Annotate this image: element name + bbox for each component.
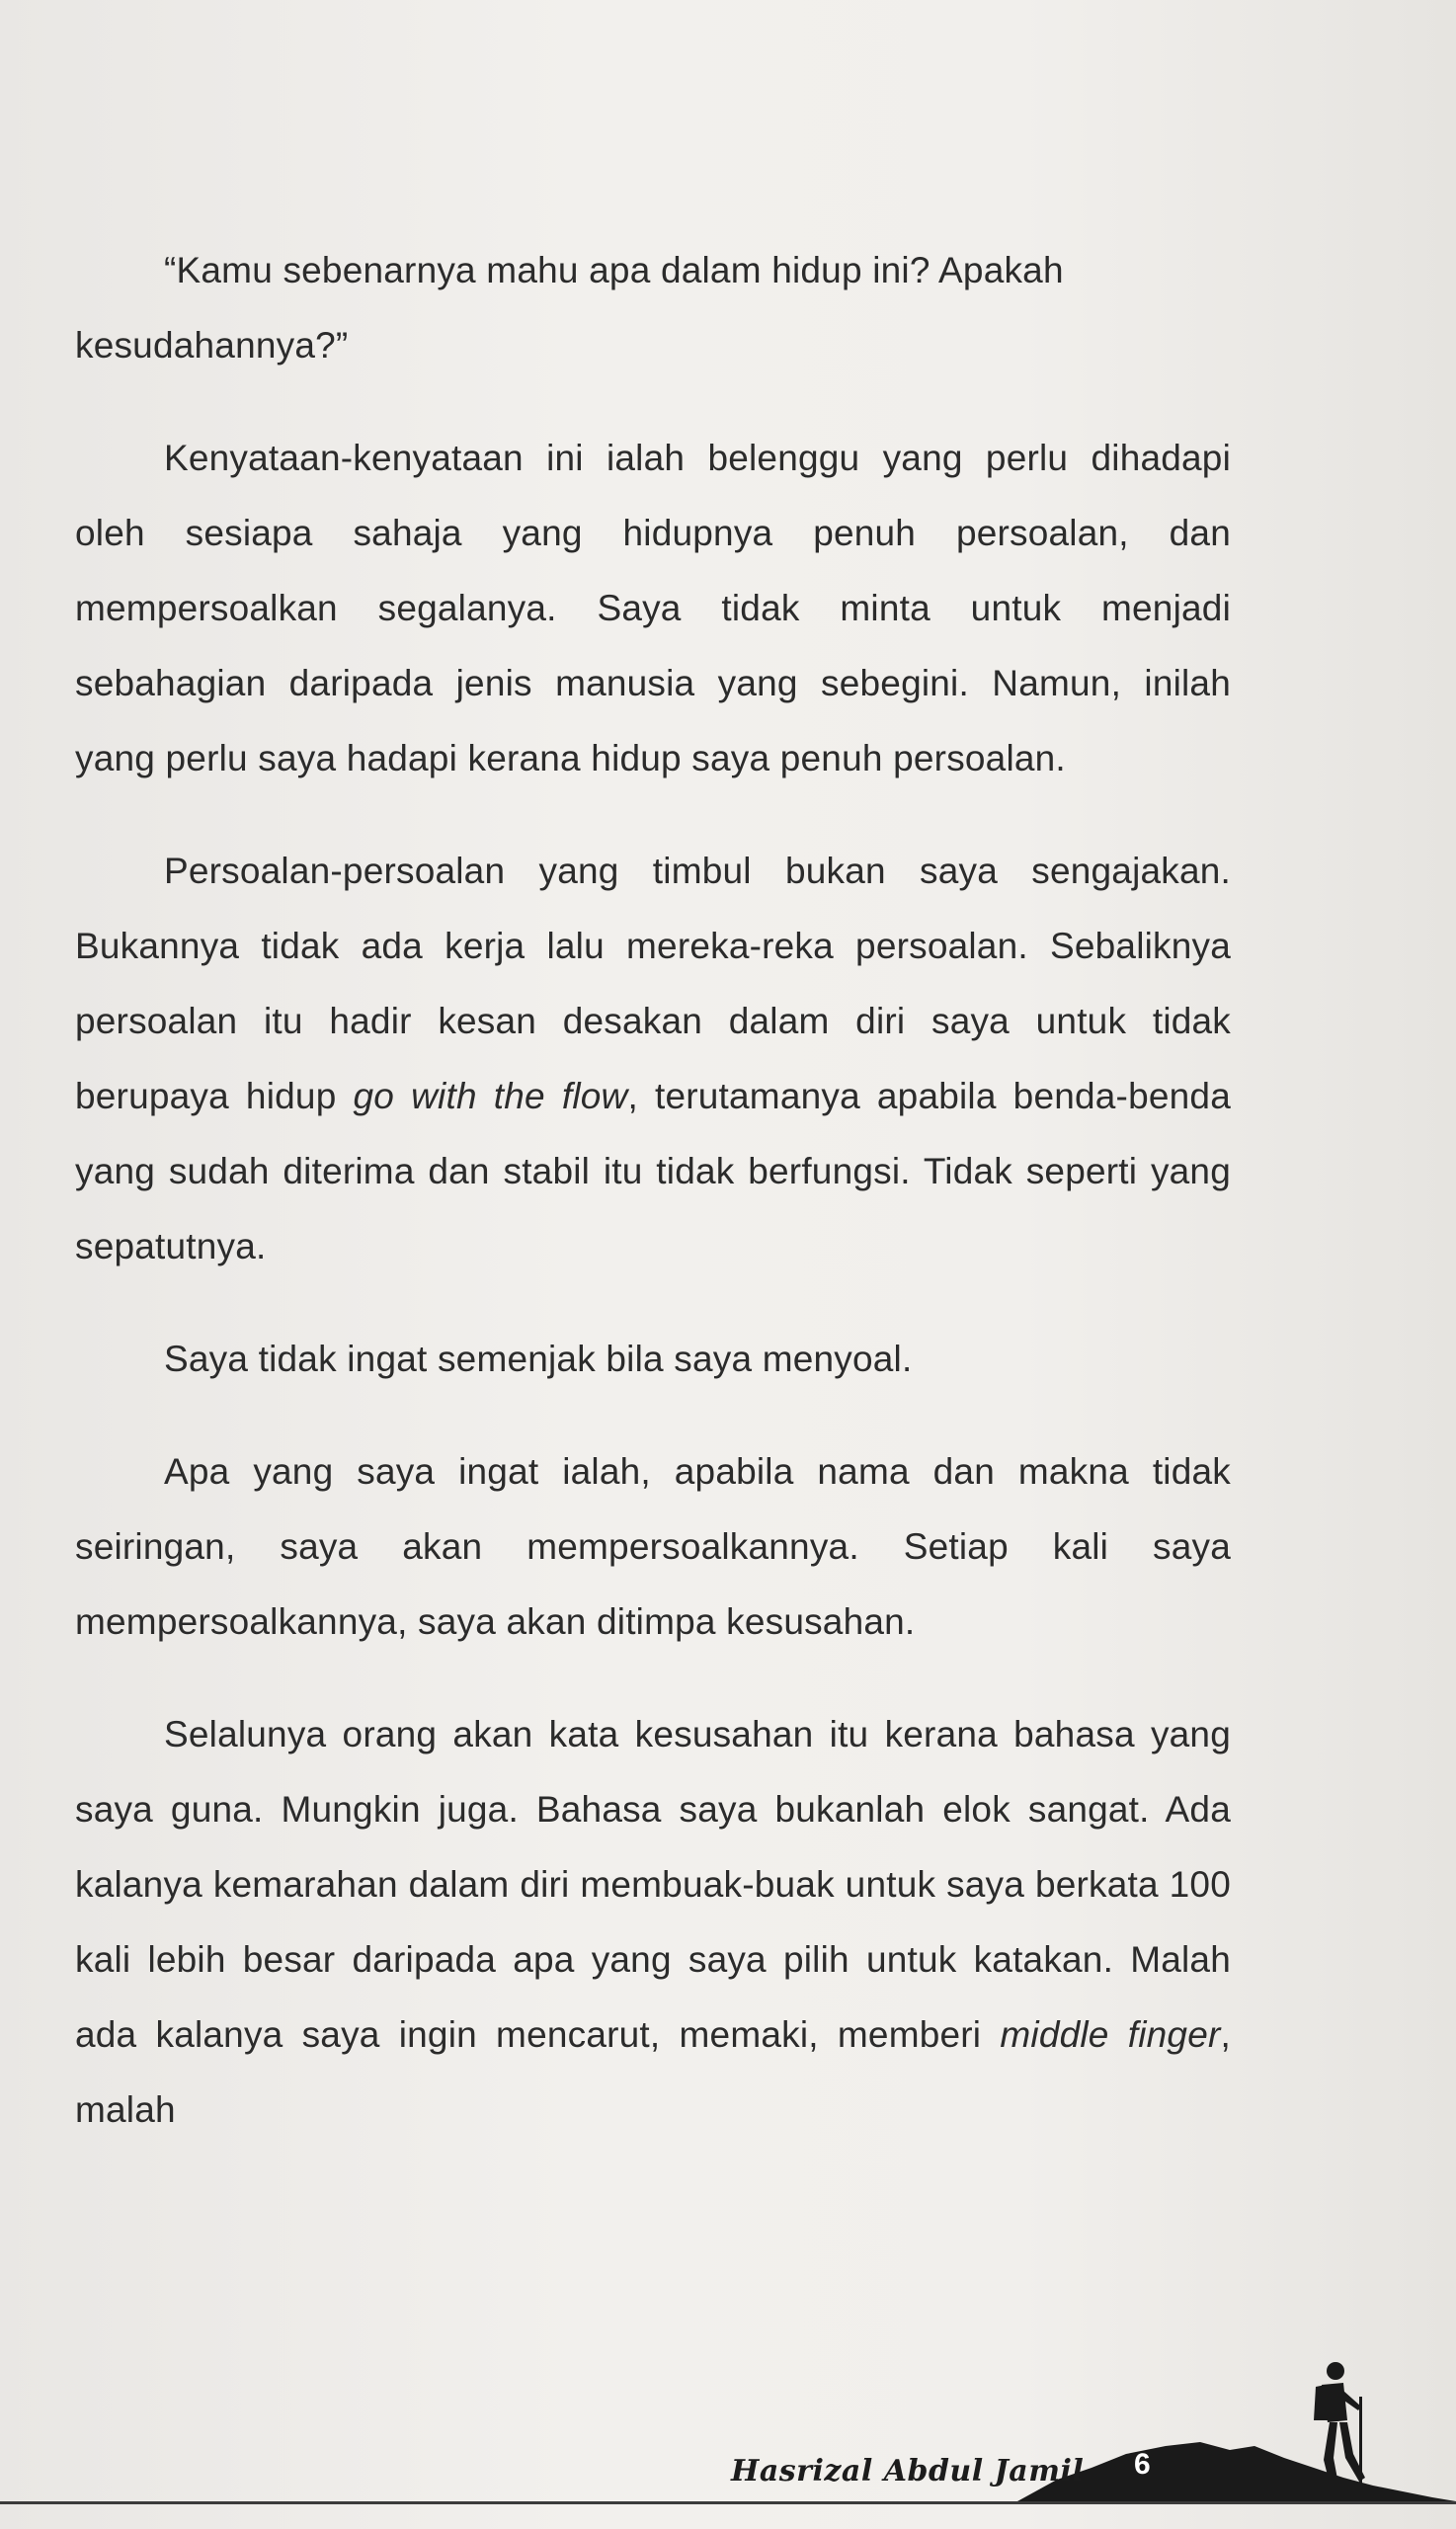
author-name: Hasrizal Abdul Jamil — [731, 2454, 1085, 2488]
page-number: 6 — [1134, 2448, 1151, 2481]
paragraph: Apa yang saya ingat ialah, apabila nama dan makna tidak seiringan, saya akan mempersoalkannya. Setiap kali saya mempersoalkannya, saya akan ditimpa kesusahan. — [75, 1451, 1231, 1642]
paragraph: Kenyataan-kenyataan ini ialah belenggu yang perlu dihadapi oleh sesiapa sahaja yang hidupnya penuh persoalan, dan mempersoalkan segalanya. Saya tidak minta untuk menjadi sebahagian daripada jenis manusia yang sebegini. Namun, inilah yang perlu saya hadapi kerana hidup saya penuh persoalan. — [75, 438, 1231, 778]
paragraph — [75, 834, 1231, 1284]
page-footer — [0, 2351, 1456, 2529]
paragraph-text: Selalunya orang akan kata kesusahan itu kerana bahasa yang saya guna. Mungkin juga. Bahasa saya bukanlah elok sangat. Ada kalanya kemarahan dalam diri membuak-buak untuk saya berkata 100 kali lebih besar daripada apa yang saya pilih untuk katakan. Malah ada kalanya saya ingin mencarut, memaki, memberi — [75, 1714, 1231, 2055]
paragraph-text: , terutamanya apabila benda-benda yang sudah diterima dan stabil itu tidak berfungsi. Tidak seperti yang sepatutnya. — [75, 1076, 1231, 1266]
italic-phrase: middle finger — [1000, 2014, 1221, 2055]
italic-phrase: go with the flow — [353, 1076, 628, 1116]
paragraph-quote — [75, 233, 1231, 383]
paragraph-line: kesudahannya?” — [75, 325, 349, 366]
paragraph-text: Persoalan-persoalan yang timbul bukan saya sengajakan. Bukannya tidak ada kerja lalu mereka-reka persoalan. Sebaliknya persoalan itu hadir kesan desakan dalam diri saya untuk tidak berupaya hidup — [75, 851, 1231, 1116]
footer-rule — [0, 2501, 1456, 2504]
page-body — [75, 233, 1231, 2148]
paragraph-line: “Kamu sebenarnya mahu apa dalam hidup ini? Apakah — [164, 250, 1064, 290]
hiker-silhouette-icon — [1304, 2351, 1373, 2501]
paragraph — [75, 1697, 1231, 2148]
paragraph-text: , malah — [75, 2014, 1231, 2130]
paragraph: Saya tidak ingat semenjak bila saya menyoal. — [164, 1339, 913, 1379]
